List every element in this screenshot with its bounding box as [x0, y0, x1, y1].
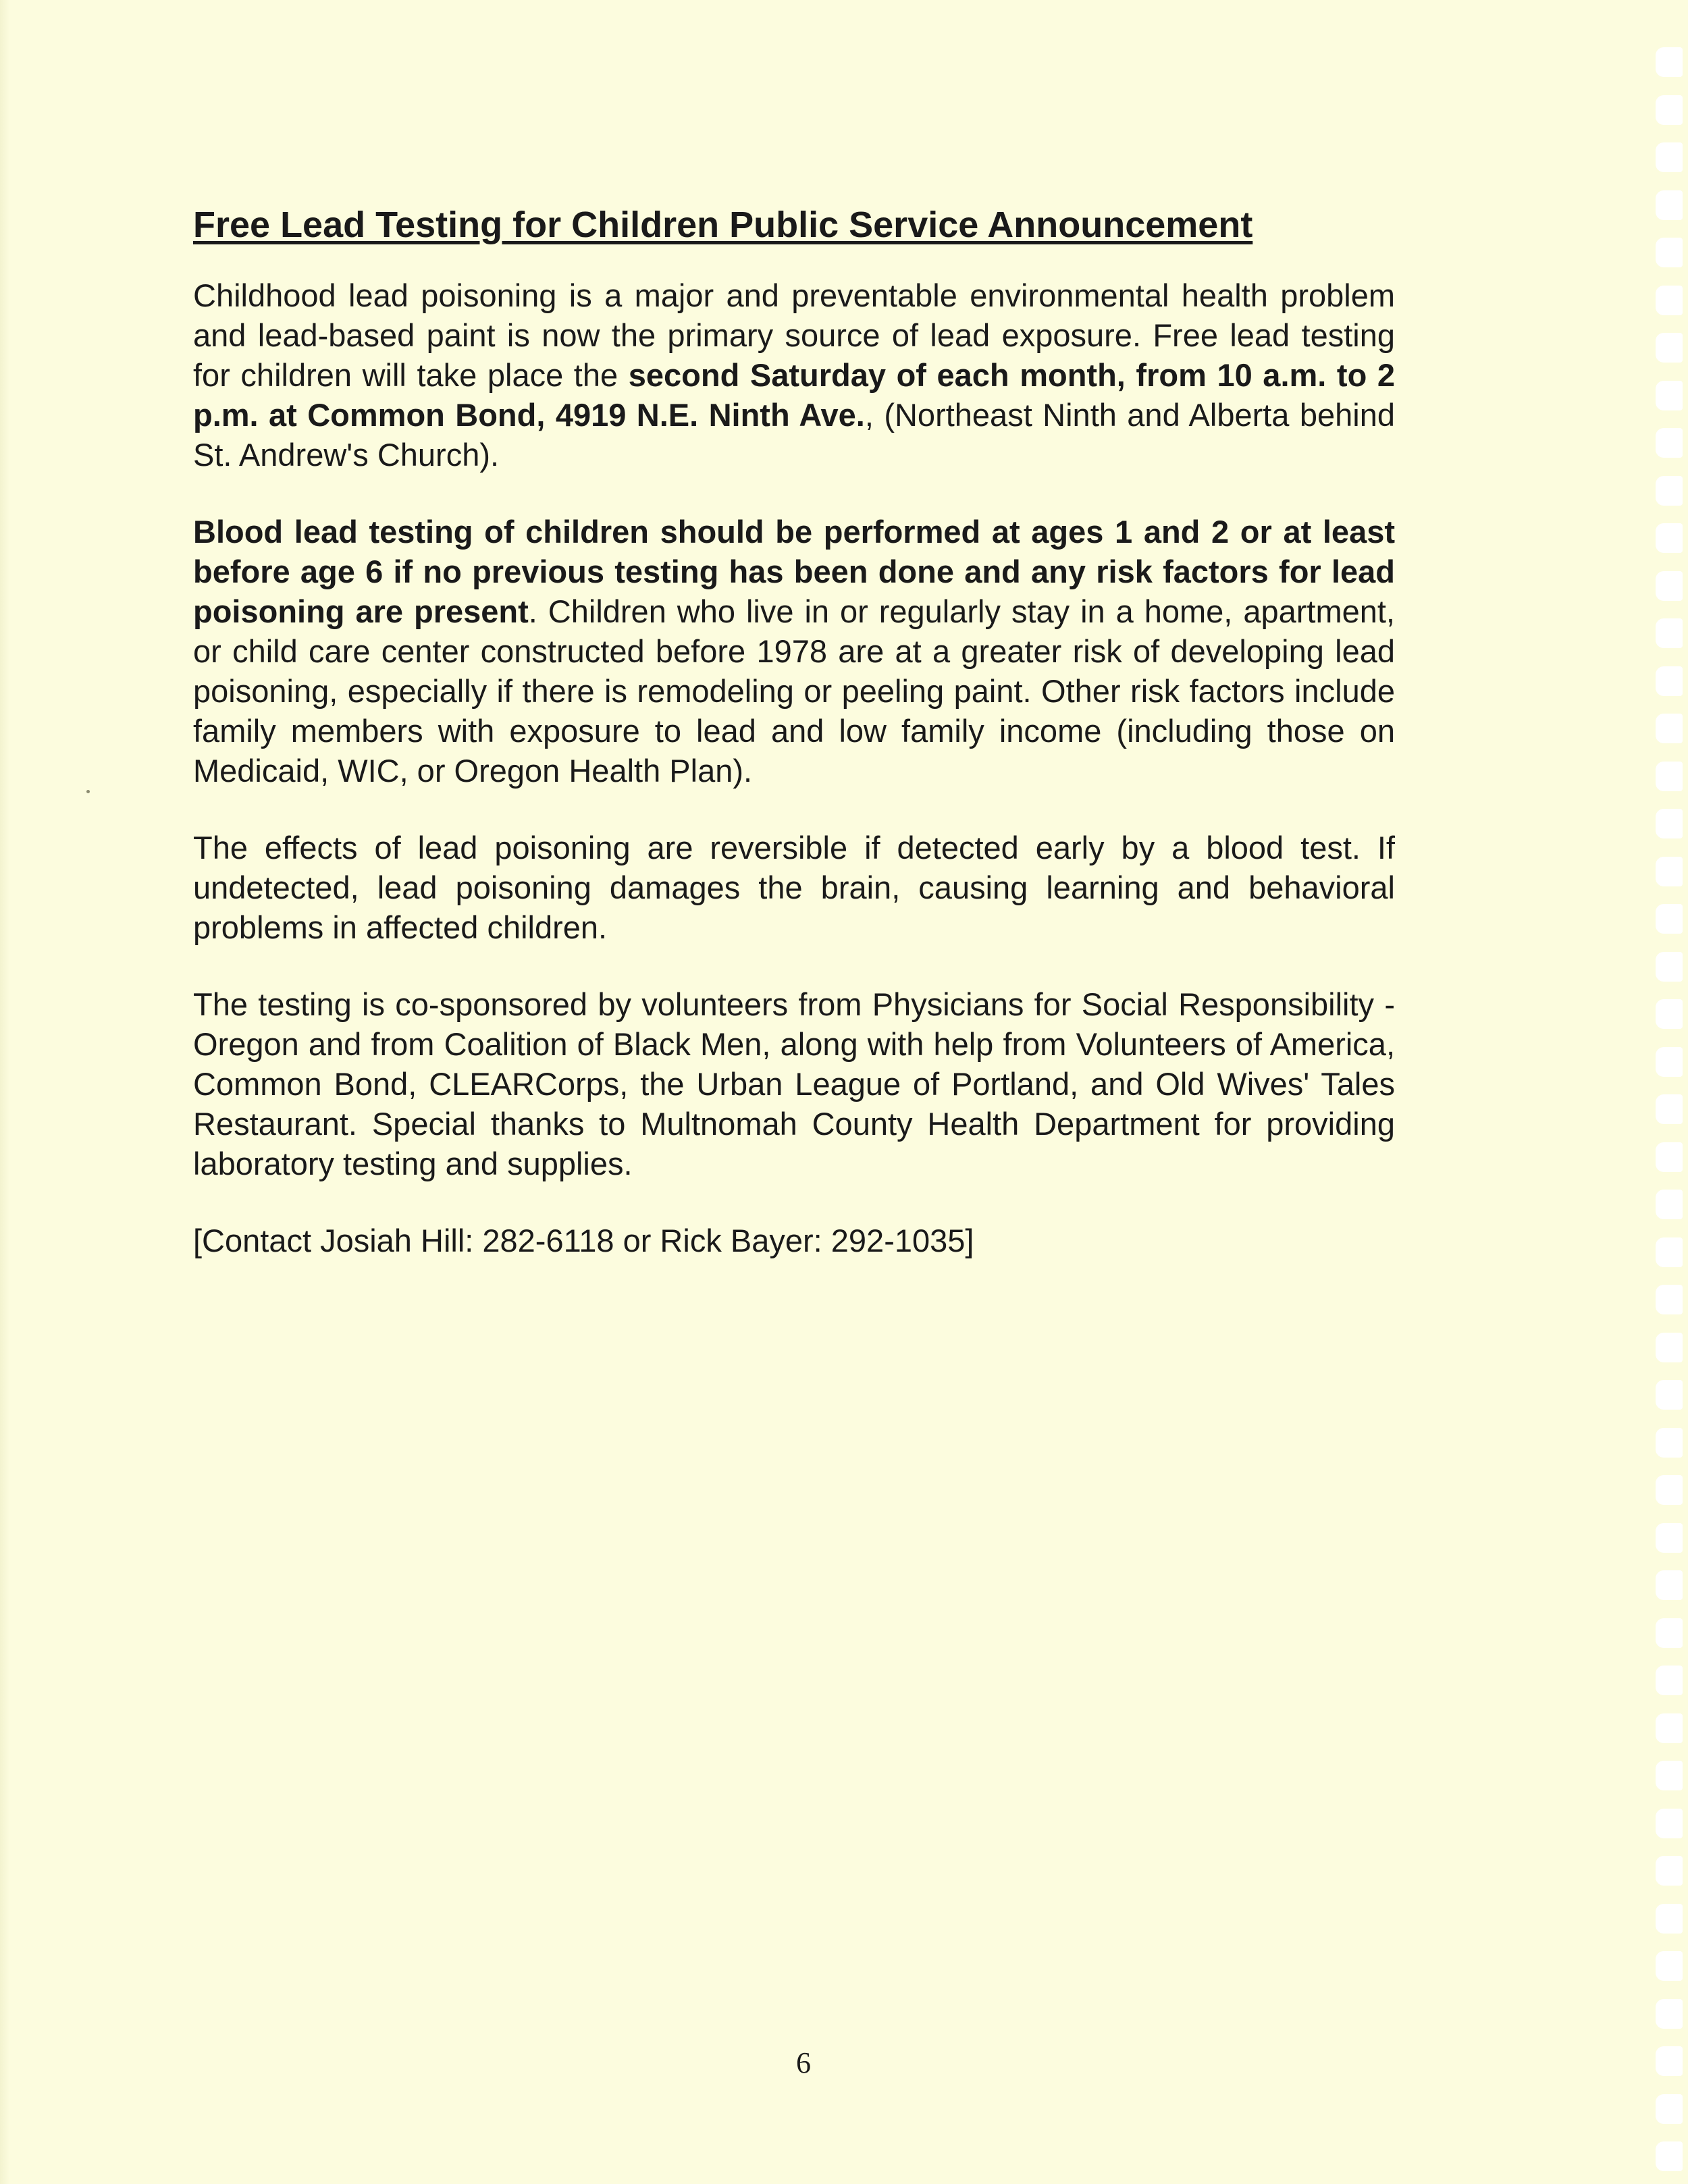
- paragraph-intro-schedule: second Saturday of each month, from 10 a.m. to 2 p.m. at Common Bond, 4919 N.E. Ninth Ave.: [193, 357, 1396, 433]
- document-body: [193, 203, 1395, 1260]
- perforation-hole: [1656, 333, 1683, 363]
- perforation-hole: [1656, 523, 1683, 553]
- perforation-hole: [1656, 1237, 1683, 1267]
- perforation-hole: [1656, 47, 1683, 77]
- paragraph-sponsors: The testing is co-sponsored by volunteers from Physicians for Social Responsibility - Oregon and from Coalition of Black Men, along with help from Volunteers of America, Common Bond, CLEARCorps, the Urban League of Portland, and Old Wives' Tales Restaurant. Special thanks to Multnomah County Health Department for providing laboratory testing and supplies.: [193, 986, 1395, 1181]
- perforation-hole: [1656, 381, 1683, 410]
- scan-edge: [0, 0, 9, 2184]
- paragraph-testing-ages-bold: Blood lead testing of children should be performed at ages 1 and 2 or at least before age 6 if no previous testing has been done and any risk factors for lead poisoning are present: [193, 514, 1395, 629]
- perforation-hole: [1656, 1428, 1683, 1458]
- perforation-hole: [1656, 857, 1683, 886]
- page-number: 6: [796, 2046, 811, 2079]
- document-title: Free Lead Testing for Children Public Service Announcement: [193, 205, 1253, 245]
- perforation-hole: [1656, 1523, 1683, 1553]
- perforation-hole: [1656, 1047, 1683, 1077]
- perforation-hole: [1656, 286, 1683, 315]
- paragraph-testing-ages: [193, 512, 1395, 791]
- perforation-hole: [1656, 1951, 1683, 1981]
- perforation-hole: [1656, 95, 1683, 125]
- perforation-hole: [1656, 762, 1683, 791]
- perforation-hole: [1656, 1904, 1683, 1934]
- perforation-hole: [1656, 1570, 1683, 1600]
- perforation-hole: [1656, 999, 1683, 1029]
- contact-line: [Contact Josiah Hill: 282-6118 or Rick Bayer: 292-1035]: [193, 1223, 974, 1258]
- perforation-hole: [1656, 809, 1683, 838]
- paragraph-testing-ages-text: . Children who live in or regularly stay in a home, apartment, or child care center constructed before 1978 are at a greater risk of developing lead poisoning, especially if there is remodeling or peeling paint. Other risk factors include family members with exposure to lead and low family income (including those on Medicaid, WIC, or Oregon Health Plan).: [193, 593, 1395, 789]
- perforation-hole: [1656, 428, 1683, 458]
- perforation-hole: [1656, 904, 1683, 934]
- perforation-hole: [1656, 1618, 1683, 1648]
- perforation-hole: [1656, 1856, 1683, 1886]
- perforation-hole: [1656, 666, 1683, 696]
- perforation-hole: [1656, 1285, 1683, 1314]
- perforation-hole: [1656, 1333, 1683, 1362]
- paragraph-intro-location: , (Northeast Ninth and Alberta behind St. Andrew's Church).: [193, 397, 1395, 473]
- perforation-hole: [1656, 190, 1683, 220]
- perforation-hole: [1656, 2046, 1683, 2076]
- perforation-hole: [1656, 714, 1683, 743]
- perforation-hole: [1656, 238, 1683, 267]
- perforation-hole: [1656, 2141, 1683, 2171]
- perforation-hole: [1656, 2094, 1683, 2124]
- perforation-hole: [1656, 1809, 1683, 1838]
- perforation-hole: [1656, 1190, 1683, 1219]
- perforation-hole: [1656, 952, 1683, 982]
- scan-speck: [86, 790, 90, 793]
- paragraph-intro: [193, 275, 1395, 475]
- perforation-hole: [1656, 618, 1683, 648]
- paragraph-effects: The effects of lead poisoning are reversible if detected early by a blood test. If undetected, lead poisoning damages the brain, causing learning and behavioral problems in affected children.: [193, 830, 1395, 945]
- perforation-hole: [1656, 1475, 1683, 1505]
- perforation-hole: [1656, 1761, 1683, 1790]
- perforation-hole: [1656, 1666, 1683, 1695]
- perforation-hole: [1656, 1094, 1683, 1124]
- perforation-hole: [1656, 476, 1683, 506]
- perforation-strip: [1634, 0, 1688, 2184]
- paragraph-intro-text: Childhood lead poisoning is a major and preventable environmental health problem and lead-based paint is now the primary source of lead exposure. Free lead testing for children will take place the: [193, 277, 1395, 393]
- perforation-hole: [1656, 1713, 1683, 1743]
- perforation-hole: [1656, 1380, 1683, 1410]
- perforation-hole: [1656, 1142, 1683, 1172]
- perforation-hole: [1656, 142, 1683, 172]
- perforation-hole: [1656, 1999, 1683, 2029]
- perforation-hole: [1656, 571, 1683, 601]
